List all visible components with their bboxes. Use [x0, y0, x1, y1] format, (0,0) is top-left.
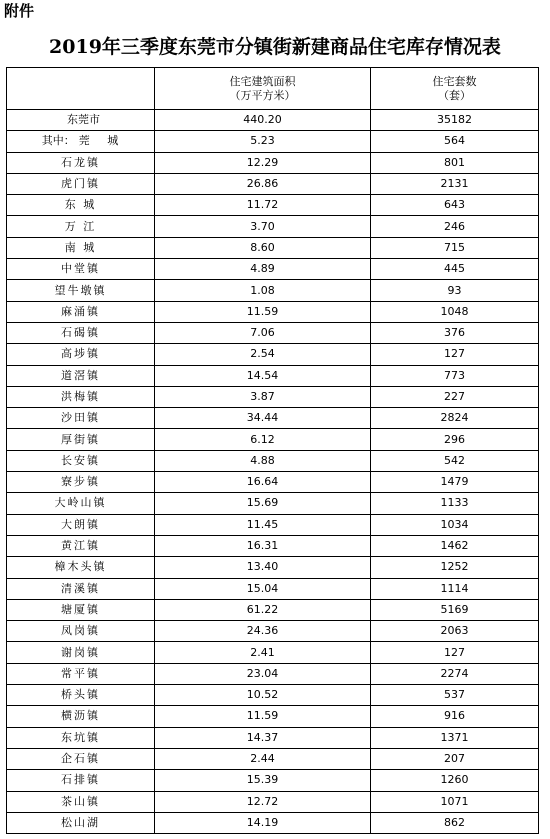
row-units: 376: [371, 322, 539, 343]
table-row: [7, 599, 539, 620]
row-units: 801: [371, 152, 539, 173]
row-area: 14.54: [155, 365, 371, 386]
row-units: 2063: [371, 621, 539, 642]
row-area: 3.70: [155, 216, 371, 237]
header-area-line1: 住宅建筑面积: [229, 74, 296, 88]
row-units: 1260: [371, 770, 539, 791]
row-area: 15.39: [155, 770, 371, 791]
row-area: 14.37: [155, 727, 371, 748]
row-units: 2824: [371, 408, 539, 429]
row-name: 南 城: [7, 237, 155, 258]
row-units: 1114: [371, 578, 539, 599]
row-name: 沙田镇: [7, 408, 155, 429]
table-row: [7, 557, 539, 578]
row-name: 凤岗镇: [7, 621, 155, 642]
header-area: [155, 68, 371, 110]
row-units: 2131: [371, 173, 539, 194]
row-area: 10.52: [155, 685, 371, 706]
table-row: [7, 237, 539, 258]
row-area: 23.04: [155, 663, 371, 684]
table-row: [7, 450, 539, 471]
table-row: [7, 131, 539, 152]
row-area: 11.59: [155, 301, 371, 322]
row-name: 谢岗镇: [7, 642, 155, 663]
table-row: [7, 514, 539, 535]
total-area: 440.20: [155, 110, 371, 131]
row-name: 茶山镇: [7, 791, 155, 812]
table-row: [7, 280, 539, 301]
row-units: 1371: [371, 727, 539, 748]
header-units-line2: （套）: [438, 88, 471, 102]
row-prefix: 其中：: [41, 134, 75, 148]
row-units: 862: [371, 812, 539, 833]
total-units: 35182: [371, 110, 539, 131]
table-row: [7, 748, 539, 769]
row-units: 643: [371, 195, 539, 216]
row-units: 1034: [371, 514, 539, 535]
row-name: 望牛墩镇: [7, 280, 155, 301]
table-row: [7, 493, 539, 514]
row-name-text: 莞 城: [78, 134, 126, 148]
row-units: 1479: [371, 472, 539, 493]
row-units: 246: [371, 216, 539, 237]
row-name: 石排镇: [7, 770, 155, 791]
row-name: 东 城: [7, 195, 155, 216]
row-name: 大朗镇: [7, 514, 155, 535]
table-row: [7, 706, 539, 727]
table-row: [7, 812, 539, 833]
table-row: [7, 386, 539, 407]
table-row: [7, 152, 539, 173]
row-area: 11.59: [155, 706, 371, 727]
row-units: 773: [371, 365, 539, 386]
row-name: 桥头镇: [7, 685, 155, 706]
total-row: [7, 110, 539, 131]
row-name: 寮步镇: [7, 472, 155, 493]
row-name: 石龙镇: [7, 152, 155, 173]
table-row: [7, 173, 539, 194]
table-row: [7, 791, 539, 812]
row-area: 2.41: [155, 642, 371, 663]
attachment-label: 附件: [4, 2, 35, 20]
row-name: 东坑镇: [7, 727, 155, 748]
row-area: 14.19: [155, 812, 371, 833]
row-name: 厚街镇: [7, 429, 155, 450]
row-units: 542: [371, 450, 539, 471]
table-row: [7, 472, 539, 493]
row-area: 15.04: [155, 578, 371, 599]
row-units: 1071: [371, 791, 539, 812]
row-name: [7, 131, 155, 152]
row-name: 企石镇: [7, 748, 155, 769]
row-name: 麻涌镇: [7, 301, 155, 322]
table-row: [7, 727, 539, 748]
row-name: 横沥镇: [7, 706, 155, 727]
row-area: 8.60: [155, 237, 371, 258]
table-row: [7, 195, 539, 216]
table-row: [7, 365, 539, 386]
row-area: 5.23: [155, 131, 371, 152]
table-row: [7, 770, 539, 791]
row-name: 虎门镇: [7, 173, 155, 194]
row-name: 大岭山镇: [7, 493, 155, 514]
table-row: [7, 642, 539, 663]
table-row: [7, 535, 539, 556]
row-units: 916: [371, 706, 539, 727]
table-row: [7, 685, 539, 706]
row-area: 34.44: [155, 408, 371, 429]
row-units: 93: [371, 280, 539, 301]
row-units: 1048: [371, 301, 539, 322]
row-area: 24.36: [155, 621, 371, 642]
row-area: 16.31: [155, 535, 371, 556]
row-name: 黄江镇: [7, 535, 155, 556]
row-units: 715: [371, 237, 539, 258]
table-row: [7, 663, 539, 684]
table-row: [7, 259, 539, 280]
row-name: 万 江: [7, 216, 155, 237]
header-units-line1: 住宅套数: [432, 74, 477, 88]
row-area: 26.86: [155, 173, 371, 194]
total-name: 东莞市: [7, 110, 155, 131]
table-row: [7, 322, 539, 343]
row-units: 5169: [371, 599, 539, 620]
row-units: 127: [371, 344, 539, 365]
row-area: 15.69: [155, 493, 371, 514]
header-units: [371, 68, 539, 110]
row-name: 长安镇: [7, 450, 155, 471]
table-row: [7, 408, 539, 429]
row-units: 1252: [371, 557, 539, 578]
row-area: 1.08: [155, 280, 371, 301]
table-row: [7, 429, 539, 450]
row-area: 61.22: [155, 599, 371, 620]
row-area: 12.72: [155, 791, 371, 812]
row-name: 石碣镇: [7, 322, 155, 343]
row-area: 4.89: [155, 259, 371, 280]
table-row: [7, 301, 539, 322]
row-area: 13.40: [155, 557, 371, 578]
row-units: 445: [371, 259, 539, 280]
header-region: [7, 68, 155, 110]
row-units: 296: [371, 429, 539, 450]
table-header-row: [7, 68, 539, 110]
row-units: 537: [371, 685, 539, 706]
row-area: 12.29: [155, 152, 371, 173]
row-name: 高埗镇: [7, 344, 155, 365]
row-area: 3.87: [155, 386, 371, 407]
row-units: 1133: [371, 493, 539, 514]
row-area: 6.12: [155, 429, 371, 450]
row-units: 227: [371, 386, 539, 407]
row-area: 4.88: [155, 450, 371, 471]
header-area-line2: （万平方米）: [229, 88, 296, 102]
table-row: [7, 344, 539, 365]
row-name: 塘厦镇: [7, 599, 155, 620]
table-row: [7, 621, 539, 642]
row-name: 松山湖: [7, 812, 155, 833]
row-units: 1462: [371, 535, 539, 556]
row-area: 11.45: [155, 514, 371, 535]
row-units: 207: [371, 748, 539, 769]
row-name: 樟木头镇: [7, 557, 155, 578]
row-units: 127: [371, 642, 539, 663]
row-area: 16.64: [155, 472, 371, 493]
row-area: 2.54: [155, 344, 371, 365]
row-units: 564: [371, 131, 539, 152]
row-units: 2274: [371, 663, 539, 684]
row-area: 11.72: [155, 195, 371, 216]
row-name: 道滘镇: [7, 365, 155, 386]
page-title: 2019年三季度东莞市分镇街新建商品住宅库存情况表: [49, 36, 501, 58]
row-name: 常平镇: [7, 663, 155, 684]
row-area: 7.06: [155, 322, 371, 343]
row-name: 中堂镇: [7, 259, 155, 280]
table-row: [7, 216, 539, 237]
row-name: 洪梅镇: [7, 386, 155, 407]
row-area: 2.44: [155, 748, 371, 769]
inventory-table: [6, 67, 539, 834]
row-name: 清溪镇: [7, 578, 155, 599]
table-row: [7, 578, 539, 599]
